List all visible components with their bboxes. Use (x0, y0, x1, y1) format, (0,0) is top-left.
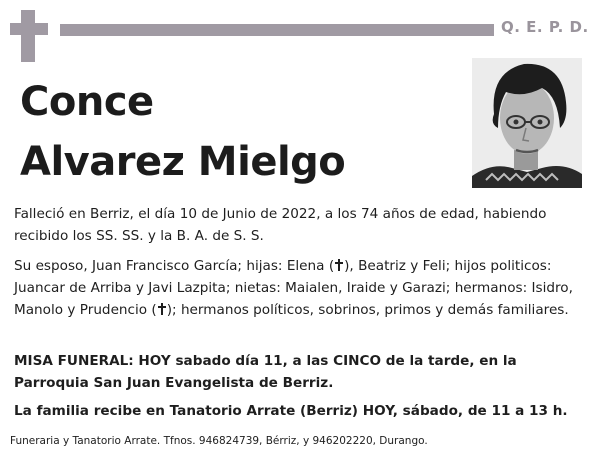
header-bar (60, 24, 494, 36)
family-text-part: ); hermanos políticos, sobrinos, primos y demás familiares. (166, 302, 569, 318)
deceased-first-name: Conce (20, 79, 154, 125)
family-paragraph (14, 255, 590, 321)
deceased-surnames: Alvarez Mielgo (20, 139, 346, 185)
portrait-photo (472, 58, 582, 188)
funeral-home-footer: Funeraria y Tanatorio Arrate. Tfnos. 946824739, Bérriz, y 946202220, Durango. (10, 435, 428, 447)
wake-notice: La familia recibe en Tanatorio Arrate (Berriz) HOY, sábado, de 11 a 13 h. (14, 403, 568, 419)
family-text-part: Su esposo, Juan Francisco García; hijas: Elena ( (14, 258, 335, 274)
obituary-paragraph: Falleció en Berriz, el día 10 de Junio de 2022, a los 74 años de edad, habiendo recibido los SS. SS. y la B. A. de S. S. (14, 206, 547, 244)
qepd-label: Q. E. P. D. (501, 18, 589, 36)
deceased-cross-icon (334, 259, 344, 271)
funeral-mass-notice: MISA FUNERAL: HOY sabado día 11, a las CINCO de la tarde, en la Parroquia San Juan Evangelista de Berriz. (14, 353, 517, 391)
deceased-cross-icon (157, 303, 167, 315)
family-text-part: ), Beatriz y Feli; hijos politicos: Juancar de Arriba y Javi Lazpita; nietas: Maialen, Iraide y Garazi; hermanos: Isidro, Manolo y Prudencio ( (14, 258, 573, 318)
